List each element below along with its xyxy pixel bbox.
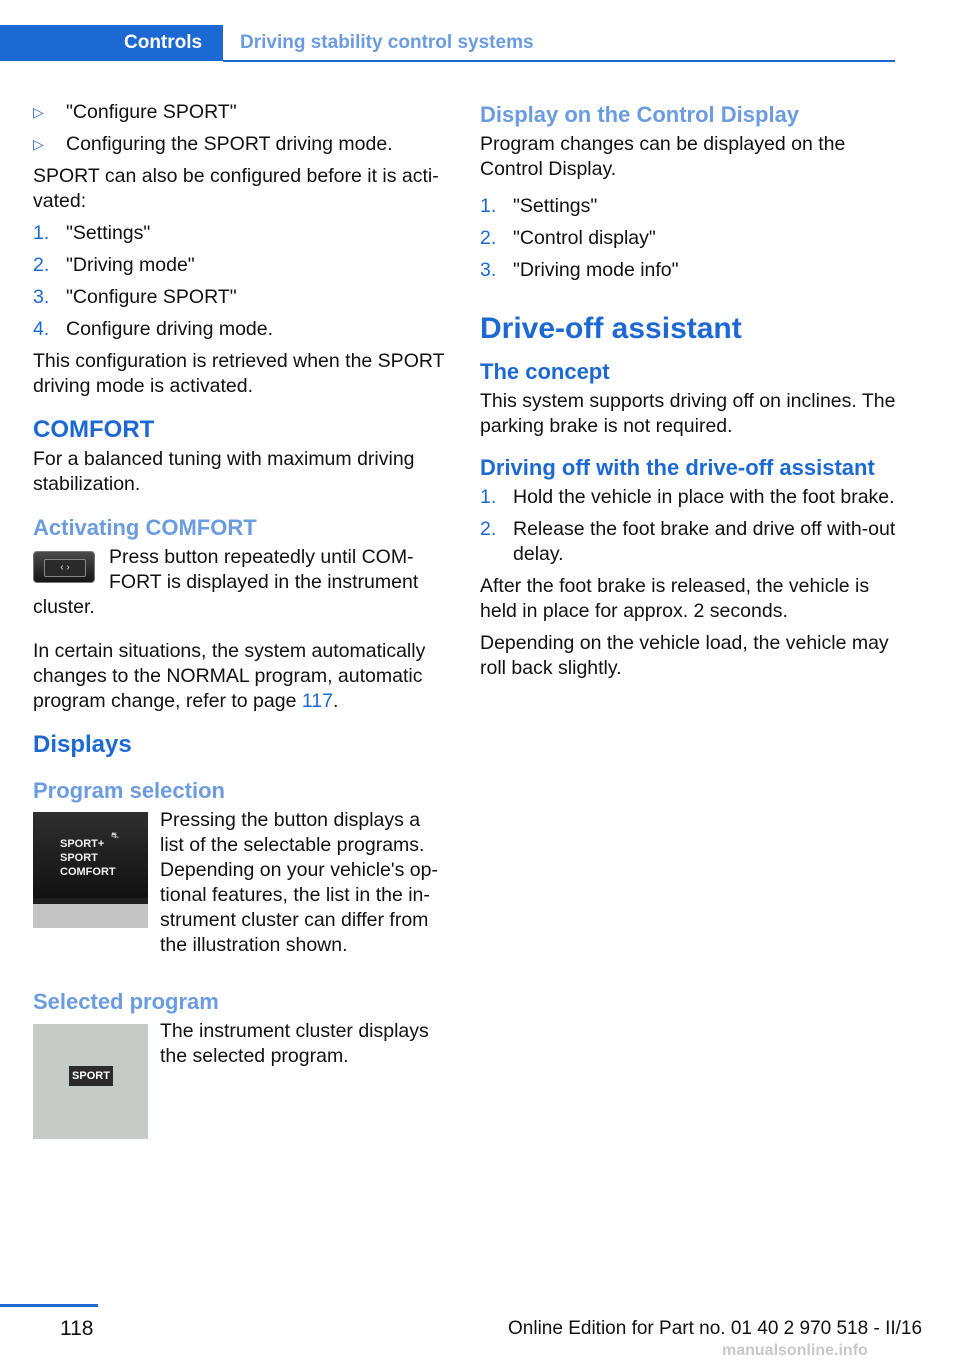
load-note: Depending on the vehicle load, the vehicle may roll back slightly. xyxy=(480,632,889,679)
configure-intro: SPORT can also be configured before it is acti‐vated: xyxy=(33,165,439,212)
retrieved-note: This configuration is retrieved when the SPORT driving mode is activated. xyxy=(33,350,445,397)
displays-heading: Displays xyxy=(33,731,132,758)
page-link[interactable]: 117 xyxy=(301,690,333,712)
comfort-heading: COMFORT xyxy=(33,416,155,443)
display-heading: Display on the Control Display xyxy=(480,102,800,127)
instrument-cluster-image xyxy=(33,812,148,928)
program-selection-block xyxy=(33,808,447,958)
page-number: 118 xyxy=(60,1317,94,1340)
after-release-text: After the foot brake is released, the vehicle is held in place for approx. 2 seconds. xyxy=(480,575,870,622)
list-item: 4. Configure driving mode. xyxy=(33,318,274,340)
driving-off-steps xyxy=(480,485,898,567)
list-item: ▷ "Configure SPORT" xyxy=(33,101,237,123)
chapter-heading: Drive-off assistant xyxy=(480,312,742,345)
display-steps xyxy=(480,194,898,283)
comfort-text: For a balanced tuning with maximum driving stabilization. xyxy=(33,448,415,495)
selected-program-heading: Selected program xyxy=(33,989,219,1014)
activating-block xyxy=(33,545,447,620)
list-item: 2. "Driving mode" xyxy=(33,254,195,276)
selected-program-block xyxy=(33,1019,447,1082)
program-menu: SPORT+ SPORT COMFORT xyxy=(60,838,116,878)
driving-mode-button-icon xyxy=(33,551,95,583)
list-item: 2. "Control display" xyxy=(480,227,656,249)
edition-note: Online Edition for Part no. 01 40 2 970 518 - II/16 xyxy=(508,1318,923,1339)
arrow-icon: ‹ › xyxy=(44,559,86,577)
configure-steps xyxy=(33,221,447,342)
list-item: ▷ Configuring the SPORT driving mode. xyxy=(33,133,393,155)
list-item: 1. "Settings" xyxy=(480,195,598,217)
driving-off-heading: Driving off with the drive-off assistant xyxy=(480,455,875,480)
situations-text: In certain situations, the system automatically changes to the NORMAL program, automatic program change, refer to page 117. xyxy=(33,640,426,712)
activating-text: Press button repeatedly until COM‐FORT is displayed in the instrument cluster. xyxy=(33,546,419,618)
header-divider xyxy=(223,60,895,62)
concept-heading: The concept xyxy=(480,359,610,384)
list-item: 1. "Settings" xyxy=(33,222,151,244)
list-item: 2. Release the foot brake and drive off with‐out delay. xyxy=(480,518,896,565)
triangle-bullet-icon: ▷ xyxy=(33,136,44,152)
concept-text: This system supports driving off on inclines. The parking brake is not required. xyxy=(480,390,896,437)
right-column xyxy=(480,100,898,688)
list-item: 3. "Driving mode info" xyxy=(480,259,679,281)
left-column xyxy=(33,100,447,1145)
display-text: Program changes can be displayed on the Control Display. xyxy=(480,133,846,180)
triangle-bullet-icon: ▷ xyxy=(33,104,44,120)
selected-program-image xyxy=(33,1024,148,1139)
sport-config-bullets xyxy=(33,100,447,157)
list-item: 1. Hold the vehicle in place with the foot brake. xyxy=(480,486,895,508)
watermark: manualsonline.info xyxy=(722,1342,868,1359)
program-selection-heading: Program selection xyxy=(33,778,225,803)
program-selection-text: Pressing the button displays a list of the selectable programs. Depending on your vehicle's op‐tional features, the list in the in‐strument cluster can differ from the illustration shown. xyxy=(160,809,438,956)
section-title: Driving stability control systems xyxy=(240,32,534,53)
page-header xyxy=(0,25,895,62)
dsc-off-icon: ⛐ xyxy=(111,830,119,840)
sport-badge: SPORT xyxy=(69,1066,113,1086)
footer-divider xyxy=(0,1304,98,1307)
chapter-tab[interactable]: Controls xyxy=(0,25,223,61)
selected-program-text: The instrument cluster displays the selected program. xyxy=(160,1020,429,1067)
list-item: 3. "Configure SPORT" xyxy=(33,286,237,308)
activating-comfort-heading: Activating COMFORT xyxy=(33,515,257,540)
